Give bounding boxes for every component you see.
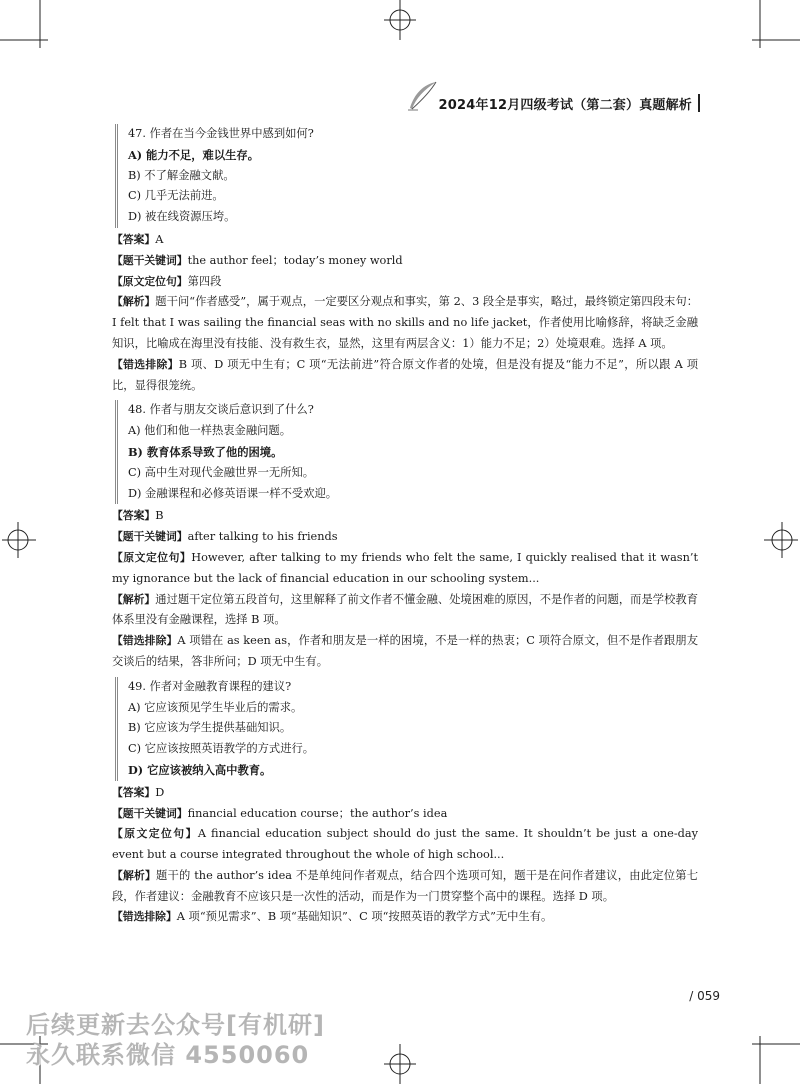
- question-stem: 48. 作者与朋友交谈后意识到了什么?: [128, 403, 314, 417]
- keyword-label: 【题干关键词】: [112, 806, 188, 820]
- exclude-value: A 项“预见需求”、B 项“基础知识”、C 项“按照英语的教学方式”无中生有。: [176, 910, 553, 924]
- option-b: B) 它应该为学生提供基础知识。: [128, 721, 292, 735]
- option-c: C) 高中生对现代金融世界一无所知。: [128, 465, 315, 479]
- analysis-line: [112, 590, 698, 632]
- keyword-value: the author feel；today’s money world: [187, 253, 403, 267]
- keyword-line: [112, 527, 698, 548]
- analysis-value: 题干问“作者感受”，属于观点，一定要区分观点和事实，第 2、3 段全是事实，略过，最终锁定第四段末句：I felt that I was sailing the financial seas with no skills and no life jacket，作者使用比喻修辞，将缺乏金融知识，比喻成在海里没有技能、没有救生衣，显然，这里有两层含义：1）能力不足；2）处境艰难。选择 A 项。: [112, 295, 698, 350]
- keyword-line: [112, 804, 698, 825]
- answer-label: 【答案】: [112, 785, 156, 799]
- locate-line: [112, 824, 698, 866]
- option-d: D) 被在线资源压垮。: [128, 210, 236, 224]
- analysis-value: 题干的 the author’s idea 不是单纯问作者观点，结合四个选项可知，题干是在问作者建议，由此定位第七段，作者建议：金融教育不应该只是一次性的活动，而是作为一门贯穿整个高中的课程。选择 D 项。: [112, 868, 698, 903]
- answer-label: 【答案】: [112, 232, 156, 246]
- locate-line: [112, 272, 698, 293]
- question-stem: 47. 作者在当今金钱世界中感到如何?: [128, 127, 314, 140]
- question-stem: 49. 作者对金融教育课程的建议?: [128, 679, 292, 693]
- exclude-label: 【错选排除】: [112, 910, 177, 924]
- exclude-line: [112, 355, 698, 397]
- answer-line: [112, 783, 698, 804]
- header-title: 2024年12月四级考试（第二套）真题解析: [438, 97, 692, 113]
- keyword-label: 【题干关键词】: [112, 530, 188, 544]
- registration-mark-bottom: [384, 1044, 416, 1084]
- keyword-line: [112, 251, 698, 272]
- question-48: [115, 400, 698, 504]
- answer-value: A: [155, 232, 164, 246]
- locate-label: 【原文定位句】: [112, 827, 198, 841]
- analysis-label: 【解析】: [112, 592, 156, 606]
- keyword-value: after talking to his friends: [187, 530, 338, 544]
- keyword-label: 【题干关键词】: [112, 253, 188, 267]
- option-d: D) 它应该被纳入高中教育。: [128, 762, 272, 777]
- analysis-label: 【解析】: [112, 868, 156, 882]
- watermark-line-2: 永久联系微信 4550060: [26, 1041, 310, 1069]
- question-47: [115, 124, 698, 228]
- keyword-value: financial education course；the author’s idea: [187, 806, 448, 820]
- watermark: [26, 1010, 325, 1070]
- locate-value: 第四段: [187, 274, 222, 288]
- analysis-value: 通过题干定位第五段首句，这里解释了前文作者不懂金融、处境困难的原因，不是作者的问题，而是学校教育体系里没有金融课程，选择 B 项。: [112, 592, 698, 627]
- option-a: A) 他们和他一样热衷金融问题。: [128, 424, 292, 438]
- exclude-value: A 项错在 as keen as，作者和朋友是一样的困境，不是一样的热衷；C 项符合原文，但不是作者跟朋友交谈后的结果，答非所问；D 项无中生有。: [112, 634, 698, 668]
- answer-value: D: [155, 785, 165, 799]
- locate-line: [112, 548, 698, 590]
- analysis-label: 【解析】: [112, 295, 156, 309]
- exclude-value: B 项、D 项无中生有；C 项“无法前进”符合原文作者的处境，但是没有提及“能力不足”，所以跟 A 项比，显得很笼统。: [112, 357, 698, 392]
- page-header: [380, 90, 700, 116]
- option-b: B) 教育体系导致了他的困境。: [128, 444, 283, 459]
- option-c: C) 几乎无法前进。: [128, 189, 224, 203]
- exclude-line: [112, 907, 698, 928]
- registration-mark-left: [2, 522, 36, 558]
- answer-value: B: [155, 509, 164, 523]
- option-a: A) 它应该预见学生毕业后的需求。: [128, 700, 303, 714]
- registration-mark-top: [384, 0, 416, 40]
- locate-label: 【原文定位句】: [112, 274, 188, 288]
- header-bar: [698, 94, 700, 112]
- answer-line: [112, 506, 698, 527]
- option-b: B) 不了解金融文献。: [128, 168, 235, 182]
- exclude-label: 【错选排除】: [112, 357, 179, 371]
- option-c: C) 它应该按照英语教学的方式进行。: [128, 742, 315, 756]
- registration-mark-right: [764, 522, 798, 558]
- analysis-line: [112, 292, 698, 354]
- page-number: / 059: [689, 989, 720, 1003]
- locate-label: 【原文定位句】: [112, 550, 192, 564]
- locate-value: However, after talking to my friends who felt the same, I quickly realised that it wasn’t my ignorance but the lack of financial education in our schooling system...: [112, 550, 699, 585]
- locate-value: A financial education subject should do just the same. It shouldn’t be just a one-day event but a course integrated throughout the whole of high school...: [112, 827, 699, 862]
- content: [112, 124, 698, 928]
- answer-line: [112, 230, 698, 251]
- option-a: A) 能力不足，难以生存。: [128, 147, 260, 162]
- exclude-label: 【错选排除】: [112, 634, 178, 648]
- option-d: D) 金融课程和必修英语课一样不受欢迎。: [128, 486, 338, 500]
- exclude-line: [112, 631, 698, 673]
- answer-label: 【答案】: [112, 509, 156, 523]
- watermark-line-1: 后续更新去公众号[有机研]: [26, 1011, 325, 1039]
- analysis-line: [112, 866, 698, 908]
- question-49: [115, 677, 698, 781]
